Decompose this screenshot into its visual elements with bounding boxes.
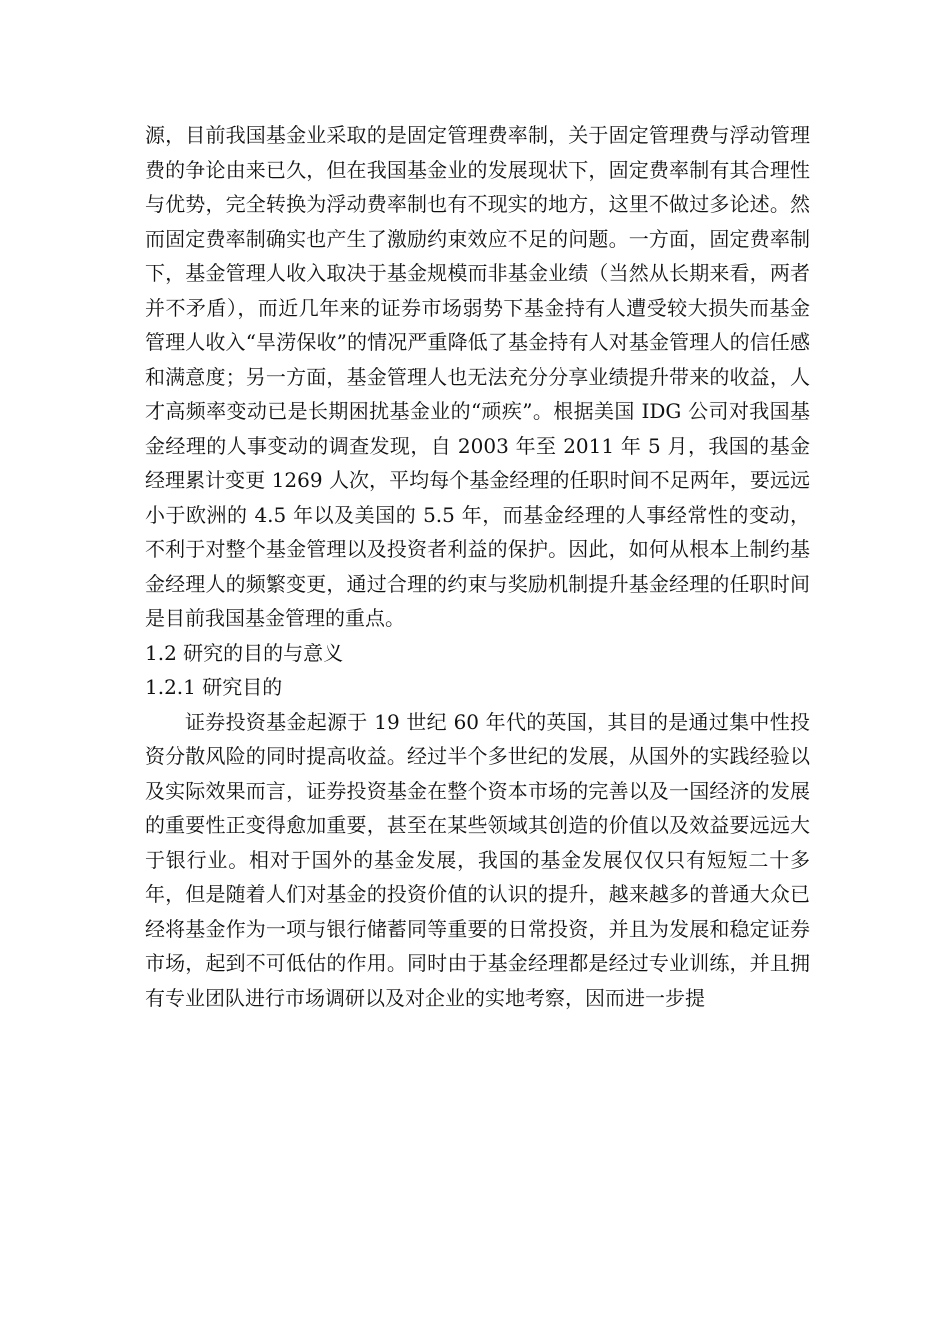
subsection-heading: 1.2.1 研究目的: [145, 675, 283, 699]
section-heading: 1.2 研究的目的与意义: [145, 640, 344, 665]
paragraph-fund-fee-discussion: 源，目前我国基金业采取的是固定管理费率制，关于固定管理费与浮动管理费的争论由来已久，但在我国基金业的发展现状下，固定费率制有其合理性与优势，完全转换为浮动费率制也有不现实的地方，这里不做过多论述。然而固定费率制确实也产生了激励约束效应不足的问题。一方面，固定费率制下，基金管理人收入取决于基金规模而非基金业绩（当然从长期来看，两者并不矛盾），而近几年来的证券市场弱势下基金持有人遭受较大损失而基金管理人收入“旱涝保收”的情况严重降低了基金持有人对基金管理人的信任感和满意度；另一方面，基金管理人也无法充分分享业绩提升带来的收益，人才高频率变动已是长期困扰基金业的“顽疾”。根据美国 IDG 公司对我国基金经理的人事变动的调查发现，自 2003 年至 2011 年 5 月，我国的基金经理累计变更 1269 人次，平均每个基金经理的任职时间不足两年，要远远小于欧洲的 4.5 年以及美国的 5.5 年，而基金经理的人事经常性的变动，不利于对整个基金管理以及投资者利益的保护。因此，如何从根本上制约基金经理人的频繁变更，通过合理的约束与奖励机制提升基金经理的任职时间是目前我国基金管理的重点。: [145, 123, 810, 630]
paragraph-research-purpose: 证券投资基金起源于 19 世纪 60 年代的英国，其目的是通过集中性投资分散风险的同时提高收益。经过半个多世纪的发展，从国外的实践经验以及实际效果而言，证券投资基金在整个资本市场的完善以及一国经济的发展的重要性正变得愈加重要，甚至在某些领域其创造的价值以及效益要远远大于银行业。相对于国外的基金发展，我国的基金发展仅仅只有短短二十多年，但是随着人们对基金的投资价值的认识的提升，越来越多的普通大众已经将基金作为一项与银行储蓄同等重要的日常投资，并且为发展和稳定证券市场，起到不可低估的作用。同时由于基金经理都是经过专业训练，并且拥有专业团队进行市场调研以及对企业的实地考察，因而进一步提: [145, 709, 810, 1010]
document-body: [145, 118, 810, 1015]
